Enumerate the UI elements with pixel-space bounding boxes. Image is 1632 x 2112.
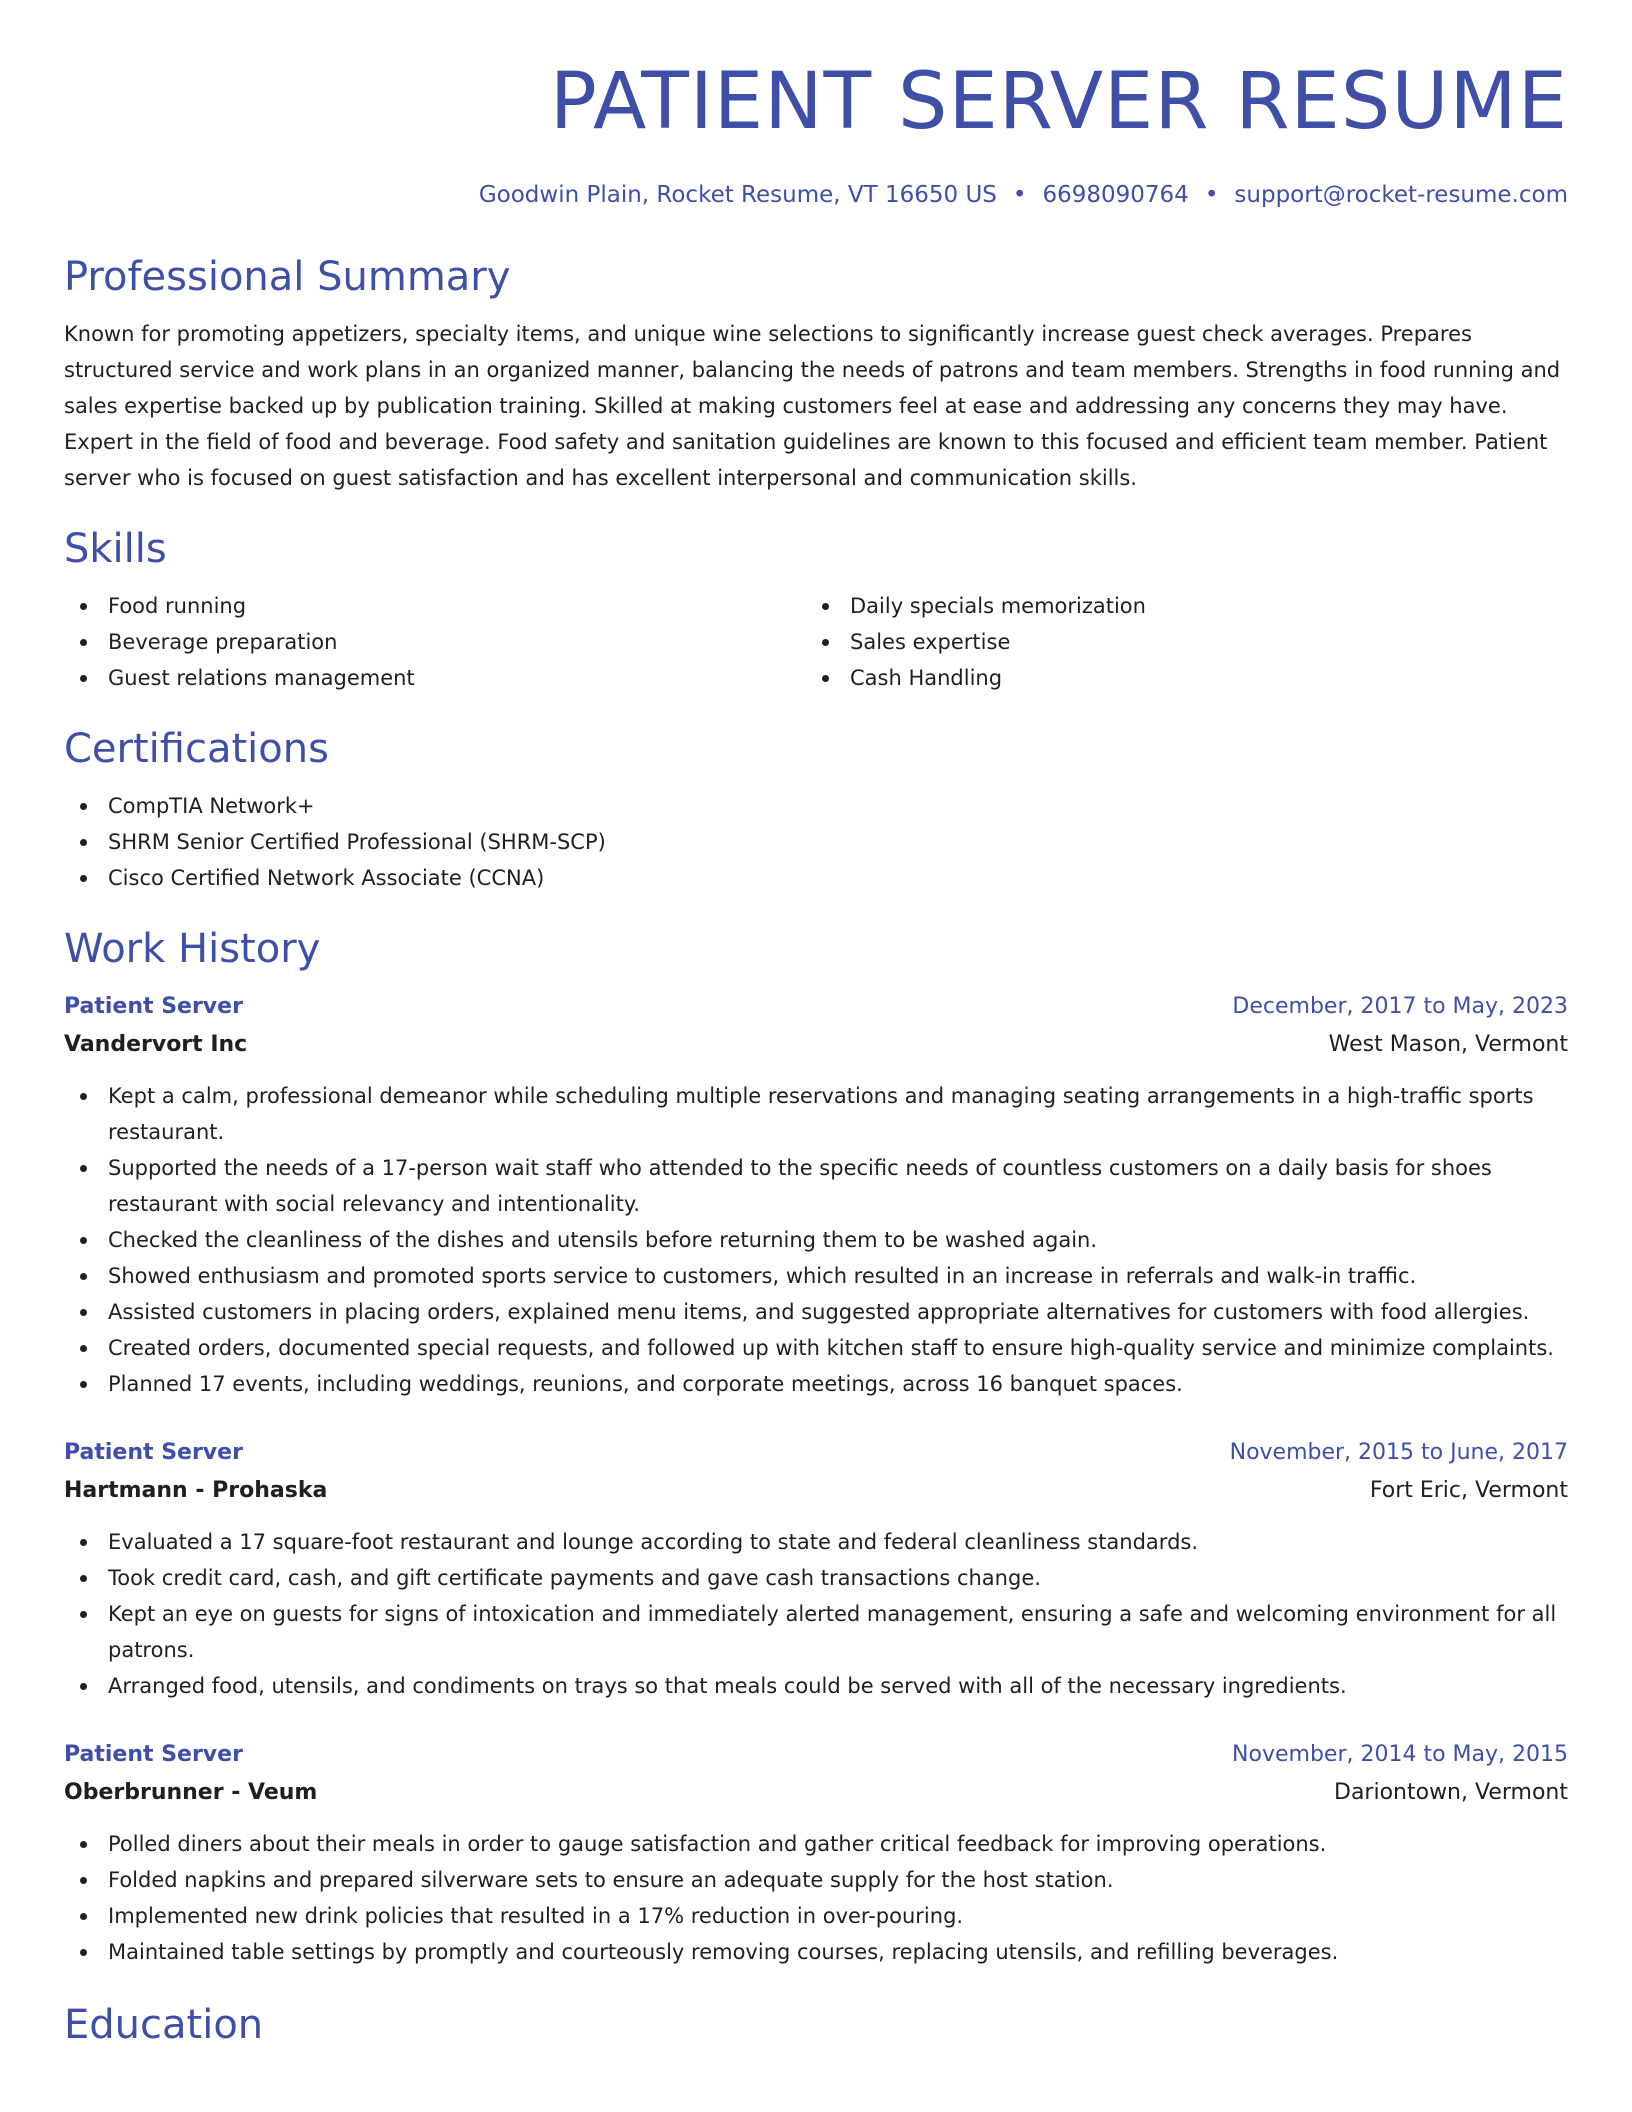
- summary-text: Known for promoting appetizers, specialty items, and unique wine selections to significantly increase guest check averages. Prepares structured service and work plans in an organized manner, balancing the needs of patrons and team members. Strengths in food running and sales expertise backed up by publication training. Skilled at making customers feel at ease and addressing any concerns they may have. Expert in the field of food and beverage. Food safety and sanitation guidelines are known to this focused and efficient team member. Patient server who is focused on guest satisfaction and has excellent interpersonal and communication skills.: [64, 322, 1561, 490]
- job-bullet: Supported the needs of a 17-person wait staff who attended to the specific needs of countless customers on a daily basis for shoes restaurant with social relevancy and intentionality.: [64, 1150, 1568, 1222]
- job-bullet: Assisted customers in placing orders, explained menu items, and suggested appropriate alternatives for customers with food allergies.: [64, 1294, 1568, 1330]
- skill-item: Cash Handling: [806, 660, 1548, 696]
- job-bullet: Kept an eye on guests for signs of intoxication and immediately alerted management, ensuring a safe and welcoming environment for all patrons.: [64, 1596, 1568, 1668]
- contact-address: Goodwin Plain, Rocket Resume, VT 16650 US: [478, 182, 997, 208]
- skills-column-right: [806, 588, 1548, 696]
- job-bullet: Showed enthusiasm and promoted sports service to customers, which resulted in an increase in referrals and walk-in traffic.: [64, 1258, 1568, 1294]
- job-company: Oberbrunner - Veum: [64, 1780, 318, 1805]
- contact-line: [64, 180, 1568, 210]
- job-role: Patient Server: [64, 1742, 243, 1767]
- job-entry: [64, 1434, 1568, 1704]
- resume-page: [64, 0, 1568, 2050]
- job-header-row: [64, 988, 1568, 1026]
- job-bullet: Kept a calm, professional demeanor while scheduling multiple reservations and managing seating arrangements in a high-traffic sports restaurant.: [64, 1078, 1568, 1150]
- job-bullet: Took credit card, cash, and gift certificate payments and gave cash transactions change.: [64, 1560, 1568, 1596]
- job-dates: November, 2014 to May, 2015: [1232, 1742, 1568, 1767]
- summary-heading: Professional Summary: [64, 254, 511, 300]
- job-bullet: Polled diners about their meals in order to gauge satisfaction and gather critical feedback for improving operations.: [64, 1826, 1568, 1862]
- resume-title: PATIENT SERVER RESUME: [549, 57, 1568, 147]
- contact-separator: •: [1204, 182, 1219, 208]
- contact-email: support@rocket-resume.com: [1234, 182, 1568, 208]
- job-bullet-list: [64, 1826, 1568, 1970]
- job-bullet: Checked the cleanliness of the dishes and utensils before returning them to be washed again.: [64, 1222, 1568, 1258]
- work-history-heading: Work History: [64, 926, 321, 972]
- job-bullet: Folded napkins and prepared silverware sets to ensure an adequate supply for the host station.: [64, 1862, 1568, 1898]
- skill-item: Guest relations management: [64, 660, 806, 696]
- job-company-row: [64, 1774, 1568, 1812]
- skills-column-left: [64, 588, 806, 696]
- skill-item: Food running: [64, 588, 806, 624]
- job-location: West Mason, Vermont: [1328, 1032, 1568, 1057]
- skill-item: Sales expertise: [806, 624, 1548, 660]
- certifications-heading: Certifications: [64, 726, 329, 772]
- contact-phone: 6698090764: [1042, 182, 1189, 208]
- job-bullet: Arranged food, utensils, and condiments on trays so that meals could be served with all of the necessary ingredients.: [64, 1668, 1568, 1704]
- job-company-row: [64, 1472, 1568, 1510]
- job-role: Patient Server: [64, 994, 243, 1019]
- skills-grid: [64, 588, 1568, 696]
- job-bullet: Evaluated a 17 square-foot restaurant and lounge according to state and federal cleanliness standards.: [64, 1524, 1568, 1560]
- job-dates: November, 2015 to June, 2017: [1229, 1440, 1568, 1465]
- job-dates: December, 2017 to May, 2023: [1232, 994, 1568, 1019]
- job-bullet-list: [64, 1078, 1568, 1402]
- job-bullet: Planned 17 events, including weddings, reunions, and corporate meetings, across 16 banquet spaces.: [64, 1366, 1568, 1402]
- certification-item: Cisco Certified Network Associate (CCNA): [64, 860, 1568, 896]
- job-bullet: Created orders, documented special requests, and followed up with kitchen staff to ensure high-quality service and minimize complaints.: [64, 1330, 1568, 1366]
- job-company-row: [64, 1026, 1568, 1064]
- job-location: Fort Eric, Vermont: [1369, 1478, 1568, 1503]
- contact-separator: •: [1012, 182, 1027, 208]
- skills-heading: Skills: [64, 526, 167, 572]
- job-bullet: Maintained table settings by promptly and courteously removing courses, replacing utensils, and refilling beverages.: [64, 1934, 1568, 1970]
- skill-item: Daily specials memorization: [806, 588, 1548, 624]
- job-role: Patient Server: [64, 1440, 243, 1465]
- job-location: Dariontown, Vermont: [1334, 1780, 1568, 1805]
- job-bullet-list: [64, 1524, 1568, 1704]
- skill-item: Beverage preparation: [64, 624, 806, 660]
- job-company: Vandervort Inc: [64, 1032, 248, 1057]
- job-header-row: [64, 1434, 1568, 1472]
- certification-item: CompTIA Network+: [64, 788, 1568, 824]
- certifications-list: [64, 788, 1568, 896]
- job-entry: [64, 988, 1568, 1402]
- job-header-row: [64, 1736, 1568, 1774]
- education-heading: Education: [64, 2002, 264, 2048]
- job-company: Hartmann - Prohaska: [64, 1478, 328, 1503]
- job-bullet: Implemented new drink policies that resulted in a 17% reduction in over-pouring.: [64, 1898, 1568, 1934]
- job-entry: [64, 1736, 1568, 1970]
- certification-item: SHRM Senior Certified Professional (SHRM-SCP): [64, 824, 1568, 860]
